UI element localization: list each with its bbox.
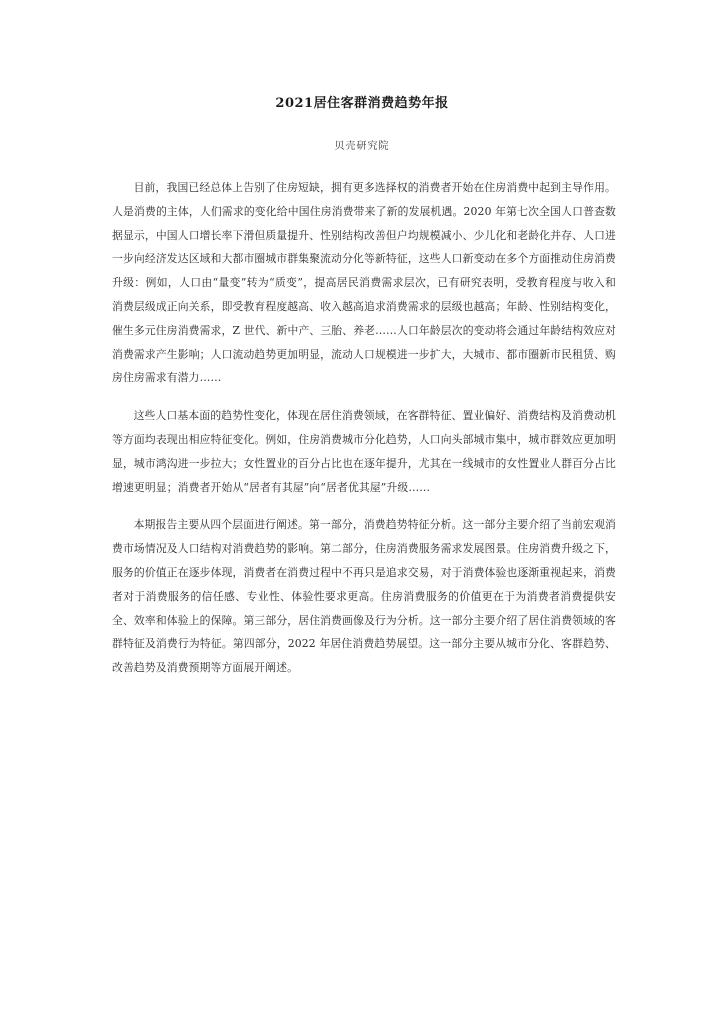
- document-title: 2021居住客群消费趋势年报: [275, 96, 449, 111]
- document-author: 贝壳研究院: [334, 141, 390, 152]
- paragraph-2: 这些人口基本面的趋势性变化，体现在居住消费领域，在客群特征、置业偏好、消费结构及消费动机等方面均表现出相应特征变化。例如，住房消费城市分化趋势，人口向头部城市集中，城市群效应更加明显，城市鸿沟进一步拉大；女性置业的百分占比也在逐年提升，尤其在一线城市的女性置业人群百分占比增速更明显；消费者开始从“居者有其屋”向“居者优其屋”升级……: [112, 409, 616, 494]
- paragraph-3: 本期报告主要从四个层面进行阐述。第一部分，消费趋势特征分析。这一部分主要介绍了当前宏观消费市场情况及人口结构对消费趋势的影响。第二部分，住房消费服务需求发展图景。住房消费升级之下，服务的价值正在逐步体现，消费者在消费过程中不再只是追求交易，对于消费体验也逐渐重视起来，消费者对于消费服务的信任感、专业性、体验性要求更高。住房消费服务的价值更在于为消费者消费提供安全、效率和体验上的保障。第三部分，居住消费画像及行为分析。这一部分主要介绍了居住消费领域的客群特征及消费行为特征。第四部分，2022 年居住消费趋势展望。这一部分主要从城市分化、客群趋势、改善趋势及消费预期等方面展开阐述。: [112, 518, 616, 675]
- paragraph-1: 目前，我国已经总体上告别了住房短缺，拥有更多选择权的消费者开始在住房消费中起到主导作用。人是消费的主体，人们需求的变化给中国住房消费带来了新的发展机遇。2020 年第七次全国人口普查数据显示，中国人口增长率下滑但质量提升、性别结构改善但户均规模减小、少儿化和老龄化并存、人口进一步向经济发达区域和大都市圈城市群集聚流动分化等新特征，这些人口新变动在多个方面推动住房消费升级：例如，人口由“量变”转为“质变”，提高居民消费需求层次，已有研究表明，受教育程度与收入和消费层级成正向关系，即受教育程度越高、收入越高追求消费需求的层级也越高；年龄、性别结构变化，催生多元住房消费需求，Z 世代、新中产、三胎、养老……人口年龄层次的变动将会通过年龄结构效应对消费需求产生影响；人口流动趋势更加明显，流动人口规模进一步扩大，大城市、都市圈新市民租赁、购房住房需求有潜力……: [112, 181, 616, 385]
- document-body: [112, 176, 616, 694]
